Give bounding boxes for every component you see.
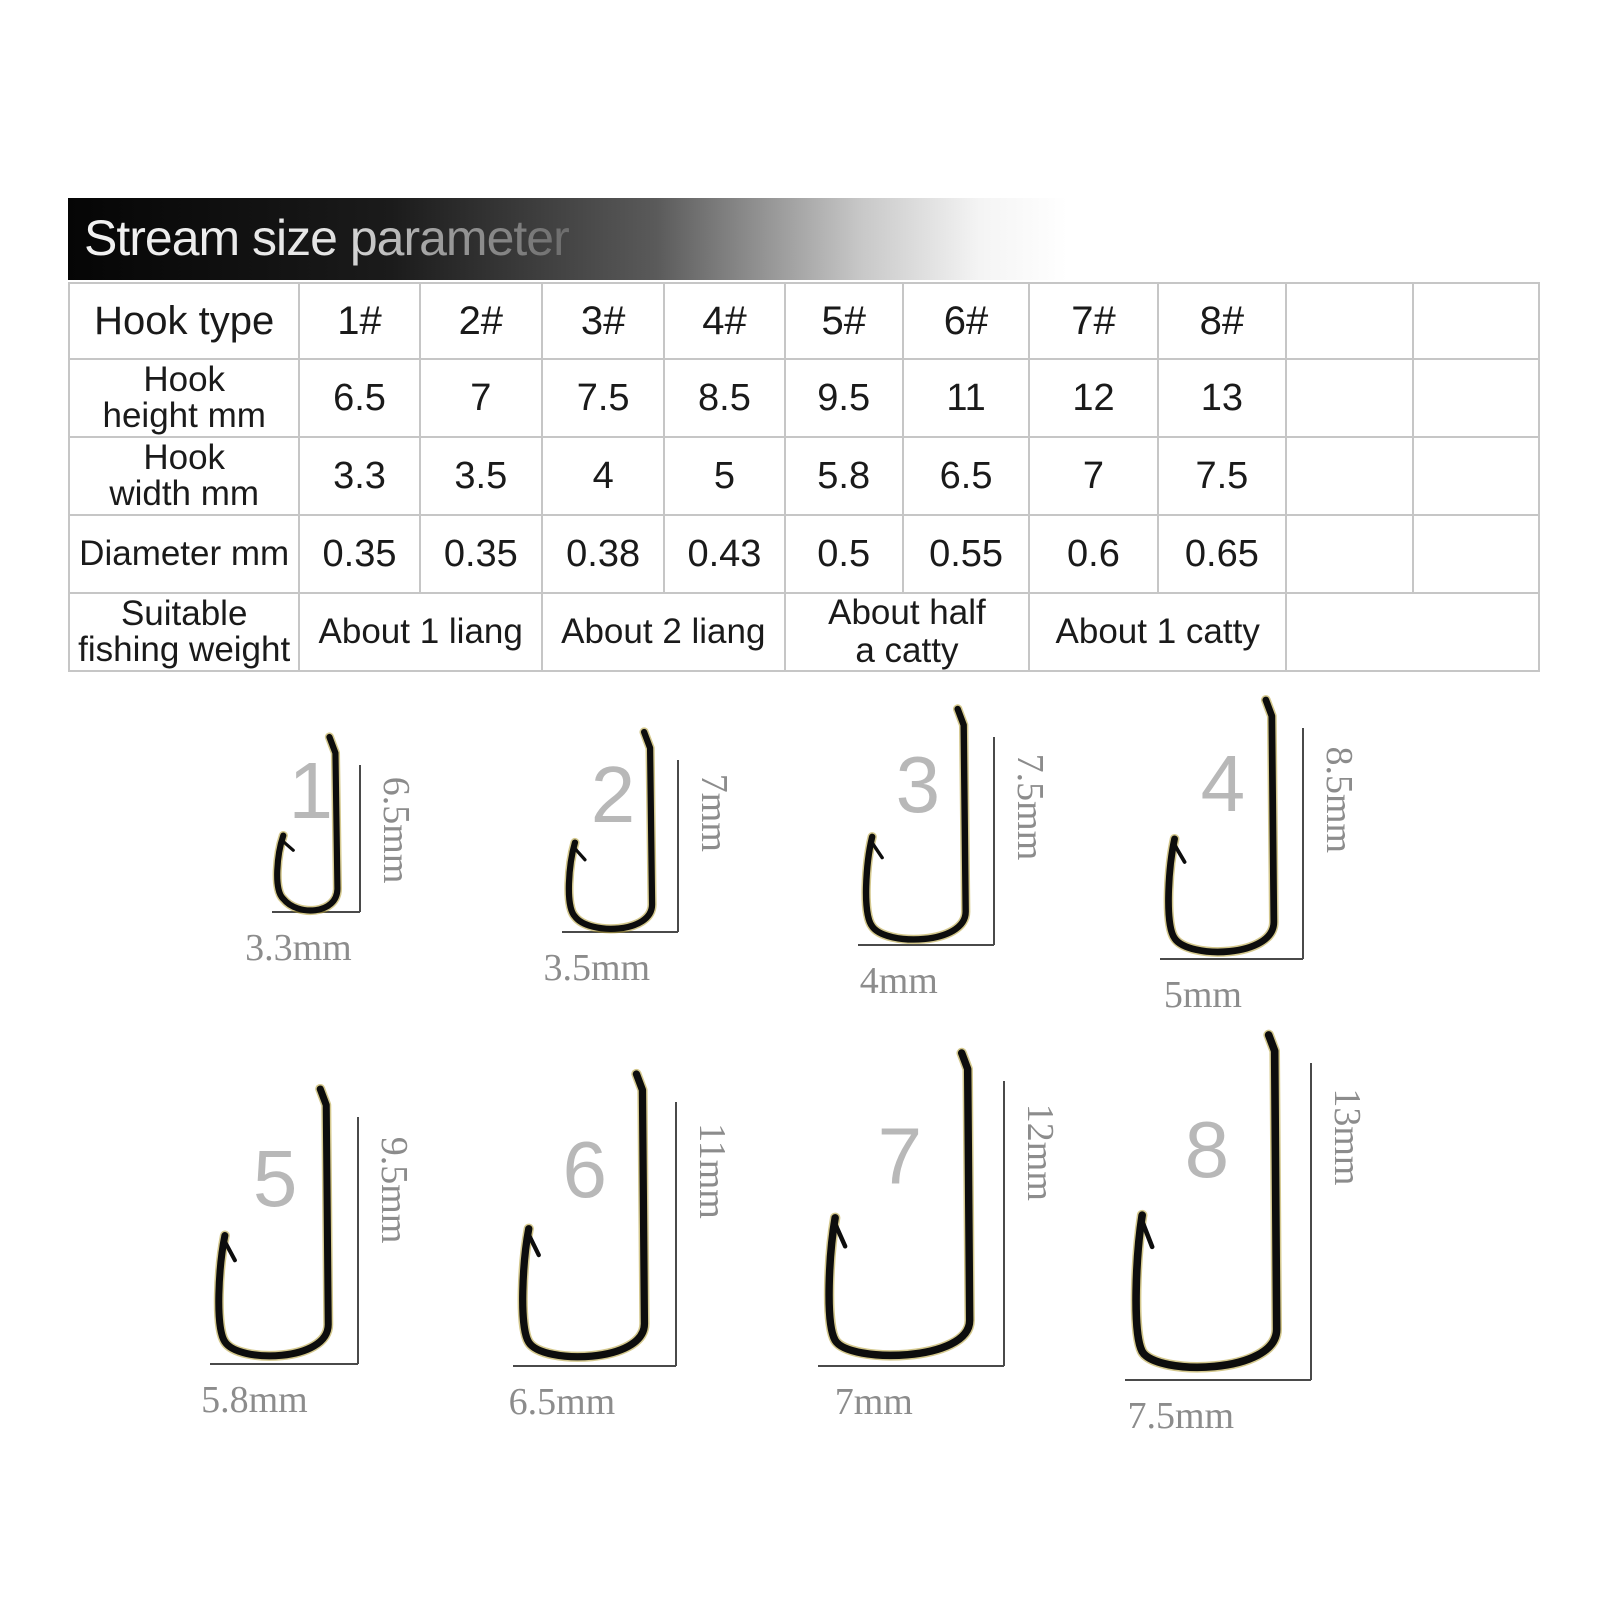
label-line: fishing weight — [78, 630, 291, 669]
type-cell: 7# — [1029, 283, 1157, 359]
width-cell: 5 — [664, 437, 784, 515]
diameter-cell: 0.65 — [1158, 515, 1286, 593]
label-line: Suitable — [120, 594, 248, 633]
width-cell: 7 — [1029, 437, 1157, 515]
hook-sheen — [829, 1053, 970, 1355]
label-line: width mm — [109, 474, 260, 513]
hook-shape — [523, 1074, 645, 1357]
height-label: 12mm — [1019, 1103, 1061, 1201]
width-label: 7.5mm — [1127, 1395, 1235, 1437]
type-cell: 5# — [785, 283, 903, 359]
height-cell: 11 — [903, 359, 1029, 437]
height-cell: 7 — [420, 359, 542, 437]
type-cell: 1# — [299, 283, 419, 359]
height-label: 7.5mm — [1009, 753, 1051, 861]
weight-cell-1-2: About 1 liang — [299, 593, 542, 671]
hook-number: 1 — [288, 745, 333, 835]
width-label: 5.8mm — [201, 1379, 308, 1421]
width-cell: 7.5 — [1158, 437, 1286, 515]
label-diameter: Diameter mm — [69, 515, 299, 593]
height-label: 13mm — [1326, 1088, 1368, 1186]
height-cell: 13 — [1158, 359, 1286, 437]
hook-shape — [829, 1053, 970, 1355]
height-cell: 9.5 — [785, 359, 903, 437]
height-label: 6.5mm — [375, 776, 417, 884]
diameter-cell: 0.38 — [542, 515, 664, 593]
weight-line: a catty — [855, 631, 959, 670]
diameter-cell: 0.35 — [299, 515, 419, 593]
height-label: 9.5mm — [373, 1136, 415, 1244]
weight-line: About half — [828, 593, 986, 632]
label-line: Hook — [143, 438, 226, 477]
type-cell: 6# — [903, 283, 1029, 359]
type-cell: 8# — [1158, 283, 1286, 359]
diameter-cell: 0.43 — [664, 515, 784, 593]
label-line: Hook — [143, 360, 226, 399]
height-cell: 8.5 — [664, 359, 784, 437]
height-cell: 6.5 — [299, 359, 419, 437]
type-cell: 2# — [420, 283, 542, 359]
width-cell: 3.5 — [420, 437, 542, 515]
hook-number: 3 — [895, 739, 941, 829]
hook-number: 6 — [562, 1125, 607, 1215]
hook-number: 8 — [1184, 1105, 1230, 1195]
hook-sheen — [1136, 1035, 1277, 1367]
width-label: 6.5mm — [508, 1381, 616, 1423]
height-label: 11mm — [691, 1123, 733, 1219]
hook-number: 4 — [1200, 739, 1246, 829]
height-label: 8.5mm — [1318, 746, 1360, 854]
hook-shape — [1136, 1035, 1277, 1367]
width-label: 7mm — [834, 1381, 913, 1423]
weight-cell-7-8: About 1 catty — [1029, 593, 1286, 671]
hook-number: 2 — [590, 749, 636, 839]
width-cell: 6.5 — [903, 437, 1029, 515]
width-label: 3.3mm — [245, 927, 352, 969]
height-label: 7mm — [693, 773, 735, 852]
width-label: 5mm — [1163, 974, 1242, 1016]
weight-cell-3-4: About 2 liang — [542, 593, 785, 671]
width-label: 3.5mm — [543, 947, 651, 989]
width-cell: 3.3 — [299, 437, 419, 515]
type-cell: 4# — [664, 283, 784, 359]
hook-number: 7 — [877, 1111, 923, 1201]
diameter-cell: 0.5 — [785, 515, 903, 593]
width-cell: 5.8 — [785, 437, 903, 515]
page-title: Stream size parameter — [84, 210, 569, 266]
width-label: 4mm — [859, 960, 938, 1002]
width-cell: 4 — [542, 437, 664, 515]
type-cell: 3# — [542, 283, 664, 359]
label-hook-type: Hook type — [69, 283, 299, 359]
hook-number: 5 — [252, 1133, 298, 1223]
height-cell: 7.5 — [542, 359, 664, 437]
diameter-cell: 0.6 — [1029, 515, 1157, 593]
height-cell: 12 — [1029, 359, 1157, 437]
hook-sheen — [523, 1074, 645, 1357]
diameter-cell: 0.55 — [903, 515, 1029, 593]
label-line: height mm — [102, 396, 266, 435]
diameter-cell: 0.35 — [420, 515, 542, 593]
